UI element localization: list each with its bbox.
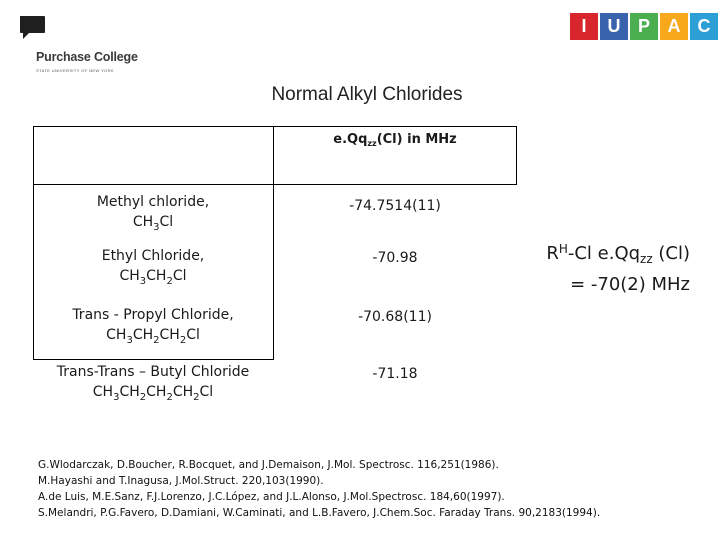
college-subtitle: STATE UNIVERSITY OF NEW YORK [36,68,115,73]
table-row-formula: $CH_3CH_2CH_2Cl$ [106,327,200,346]
iupac-letter-tile: U [600,13,628,40]
table-row-value: -71.18 [372,366,418,382]
iupac-logo [570,13,720,40]
iupac-letter-tile: C [690,13,718,40]
note-line-2: = -70(2) MHz [570,274,690,295]
table-row-formula: $CH_3Cl$ [132,214,174,233]
iupac-letter-tile: I [570,13,598,40]
table-row-name: Ethyl Chloride, $CH_3CH_2Cl$ [33,246,273,292]
note-line-1: $R^H-Cl$ $e.Qq_{zz}$ (Cl) [546,242,690,266]
purchase-college-logo [18,14,148,73]
iupac-letter-tile: P [630,13,658,40]
table-row-value: -70.68(11) [358,309,432,325]
slide-title: Normal Alkyl Chlorides [271,84,463,105]
chlorides-table [33,126,517,403]
reference-line: S.Melandri, P.G.Favero, D.Damiani, W.Caminati, and L.B.Favero, J.Chem.Soc. Faraday Trans. 90,2183(1994). [38,507,601,519]
reference-line: M.Hayashi and T.Inagusa, J.Mol.Struct. 220,103(1990). [38,475,324,487]
table-row-name: Methyl chloride, $CH_3Cl$ [33,192,273,238]
reference-line: A.de Luis, M.E.Sanz, F.J.Lorenzo, J.C.López, and J.L.Alonso, J.Mol.Spectrosc. 184,60(1997). [38,491,505,503]
iupac-letter-tile: A [660,13,688,40]
references [38,457,718,521]
college-name: Purchase College [36,50,138,64]
speech-bubble-logo-icon [18,14,46,42]
average-value-note [510,236,690,298]
table-row-value: -70.98 [372,250,418,266]
column-header-eqq: $e.Qq_{zz}(Cl)$ in MHz [333,132,457,148]
reference-line: G.Wlodarczak, D.Boucher, R.Bocquet, and J.Demaison, J.Mol. Spectrosc. 116,251(1986). [38,459,499,471]
table-row-formula: $CH_3CH_2Cl$ [119,268,187,287]
table-row-formula: $CH_3CH_2CH_2CH_2Cl$ [92,384,214,403]
table-row-name: Trans-Trans – Butyl Chloride $CH_3CH_2CH_2CH_2Cl$ [33,362,273,408]
table-row-value: -74.7514(11) [349,198,441,214]
table-row-name: Trans - Propyl Chloride, $CH_3CH_2CH_2Cl$ [33,305,273,351]
